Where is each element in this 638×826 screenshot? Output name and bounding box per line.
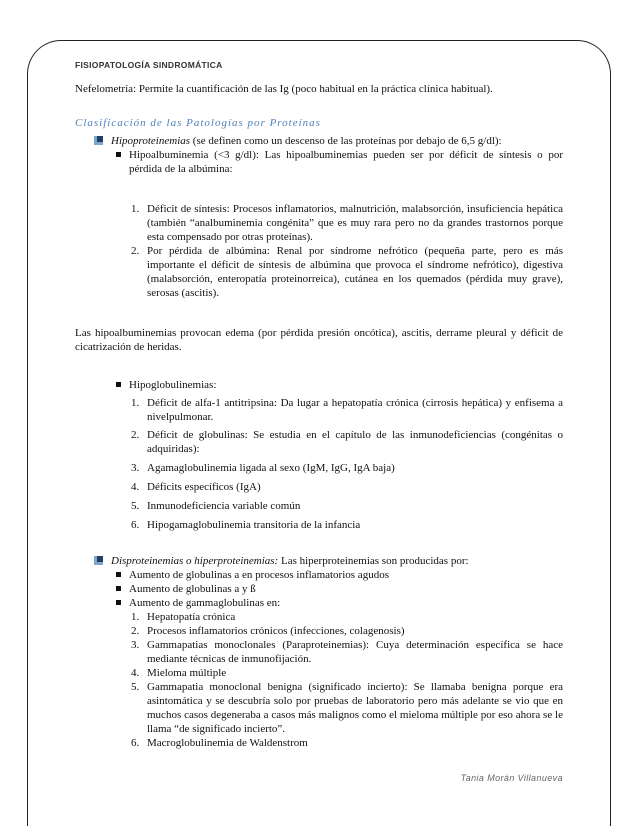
bullet-item: [75, 568, 563, 582]
list-item: [75, 244, 563, 300]
list-item: [75, 610, 563, 624]
list-item: [75, 518, 563, 532]
edema-paragraph: Las hipoalbuminemias provocan edema (por pérdida presión oncótica), ascitis, derrame pleural y déficit de cicatrización de heridas.: [75, 327, 563, 353]
list-number: 2.: [131, 245, 140, 257]
bullet-icon: [116, 382, 121, 387]
bullet-icon: [116, 600, 121, 605]
page-content: [75, 60, 563, 750]
dysproteinemia-term: Disproteinemias o hiperproteinemias:: [111, 555, 279, 567]
hypoglobulinemia-list: [75, 396, 563, 532]
intro-paragraph: Nefelometría: Permite la cuantificación de las Ig (poco habitual en la práctica clínica habitual).: [75, 83, 493, 95]
bullet-text: Aumento de globulinas a en procesos inflamatorios agudos: [129, 569, 389, 581]
hypoproteinemia-definition: (se definen como un descenso de las proteínas por debajo de 6,5 g/dl):: [190, 135, 502, 147]
list-item-text: Hepatopatía crónica: [147, 611, 236, 623]
list-number: 3.: [131, 639, 140, 651]
section-title: Clasificación de las Patologías por Proteínas: [75, 117, 321, 129]
list-item: [75, 428, 563, 456]
hypoalbuminemia-text: Hipoalbuminemia (<3 g/dl): Las hipoalbuminemias pueden ser por déficit de síntesis o por pérdida de la albúmina:: [129, 149, 563, 175]
hypoglobulinemia-label: Hipoglobulinemias:: [129, 379, 217, 391]
list-item: [75, 680, 563, 736]
list-item: [75, 202, 563, 244]
list-item-text: Déficit de globulinas: Se estudia en el capítulo de las inmunodeficiencias (congénitas o adquiridas):: [147, 429, 563, 455]
list-item-text: Déficits específicos (IgA): [147, 481, 261, 493]
hypoalbuminemia-item: [75, 148, 563, 176]
hypoglobulinemia-item: [75, 378, 563, 392]
list-number: 3.: [131, 462, 140, 474]
page-footer-author: Tania Morán Villanueva: [460, 773, 563, 783]
albumin-causes-list: [75, 202, 563, 300]
list-number: 6.: [131, 519, 140, 531]
bullet-icon: [116, 152, 121, 157]
list-item-text: Agamaglobulinemia ligada al sexo (IgM, IgG, IgA baja): [147, 462, 395, 474]
list-number: 4.: [131, 667, 140, 679]
list-number: 5.: [131, 681, 140, 693]
list-item: [75, 396, 563, 424]
list-number: 1.: [131, 203, 140, 215]
hypoproteinemia-term: Hipoproteinemias: [111, 135, 191, 147]
list-item-text: Déficit de alfa-1 antitripsina: Da lugar a hepatopatía crónica (cirrosis hepática) y enfisema a nivelpulmonar.: [147, 397, 563, 423]
bullet-icon: [116, 586, 121, 591]
list-item: [75, 624, 563, 638]
dysproteinemia-definition: Las hiperproteinemias son producidas por:: [278, 555, 469, 567]
square-bullet-icon: [94, 136, 103, 145]
list-item-text: Macroglobulinemia de Waldenstrom: [147, 737, 308, 749]
list-number: 2.: [131, 429, 140, 441]
list-number: 5.: [131, 500, 140, 512]
list-number: 4.: [131, 481, 140, 493]
list-item: [75, 499, 563, 513]
list-item: [75, 666, 563, 680]
list-item-text: Gammapatia monoclonal benigna (significado incierto): Se llamaba benigna porque era asintomática y se descubría solo por pruebas de laboratorio pero más adelante se vio que en muchos casos degeneraba a casos más malignos como el mieloma múltiple por eso ahora se le llama “de significado incierto”.: [147, 681, 563, 735]
gammaglobulin-list: [75, 610, 563, 750]
bullet-item: [75, 596, 563, 610]
list-item-text: Déficit de síntesis: Procesos inflamatorios, malnutrición, malabsorción, insuficiencia hepática (también “analbuminemia congénita” que es muy rara pero no da grandes trastornos porque esta compensado por otras proteínas).: [147, 203, 563, 243]
list-item-text: Inmunodeficiencia variable común: [147, 500, 301, 512]
list-number: 1.: [131, 397, 140, 409]
list-number: 2.: [131, 625, 140, 637]
list-item-text: Mieloma múltiple: [147, 667, 227, 679]
bullet-icon: [116, 572, 121, 577]
bullet-text: Aumento de globulinas a y ß: [129, 583, 256, 595]
running-header: FISIOPATOLOGÍA SINDROMÁTICA: [75, 60, 223, 70]
list-item: [75, 461, 563, 475]
list-item-text: Hipogamaglobulinemia transitoria de la infancia: [147, 519, 361, 531]
list-number: 6.: [131, 737, 140, 749]
list-item: [75, 736, 563, 750]
square-bullet-icon: [94, 556, 103, 565]
list-item: [75, 480, 563, 494]
bullet-text: Aumento de gammaglobulinas en:: [129, 597, 281, 609]
list-item-text: Por pérdida de albúmina: Renal por síndrome nefrótico (pequeña parte, pero es más importante el déficit de síntesis de albúmina que provoca el síndrome nefrótico), digestiva (malabsorción, enteropatía proteinorreica), cutánea en los quemados (pérdida muy grave), serosas (ascitis).: [147, 245, 563, 299]
list-item: [75, 638, 563, 666]
list-number: 1.: [131, 611, 140, 623]
dysproteinemia-item: [75, 554, 563, 568]
list-item-text: Procesos inflamatorios crónicos (infecciones, colagenosis): [147, 625, 405, 637]
bullet-item: [75, 582, 563, 596]
hypoproteinemia-item: [75, 134, 563, 148]
list-item-text: Gammapatias monoclonales (Paraproteinemias): Cuya determinación específica se hace mediante técnicas de inmunofijación.: [147, 639, 563, 665]
